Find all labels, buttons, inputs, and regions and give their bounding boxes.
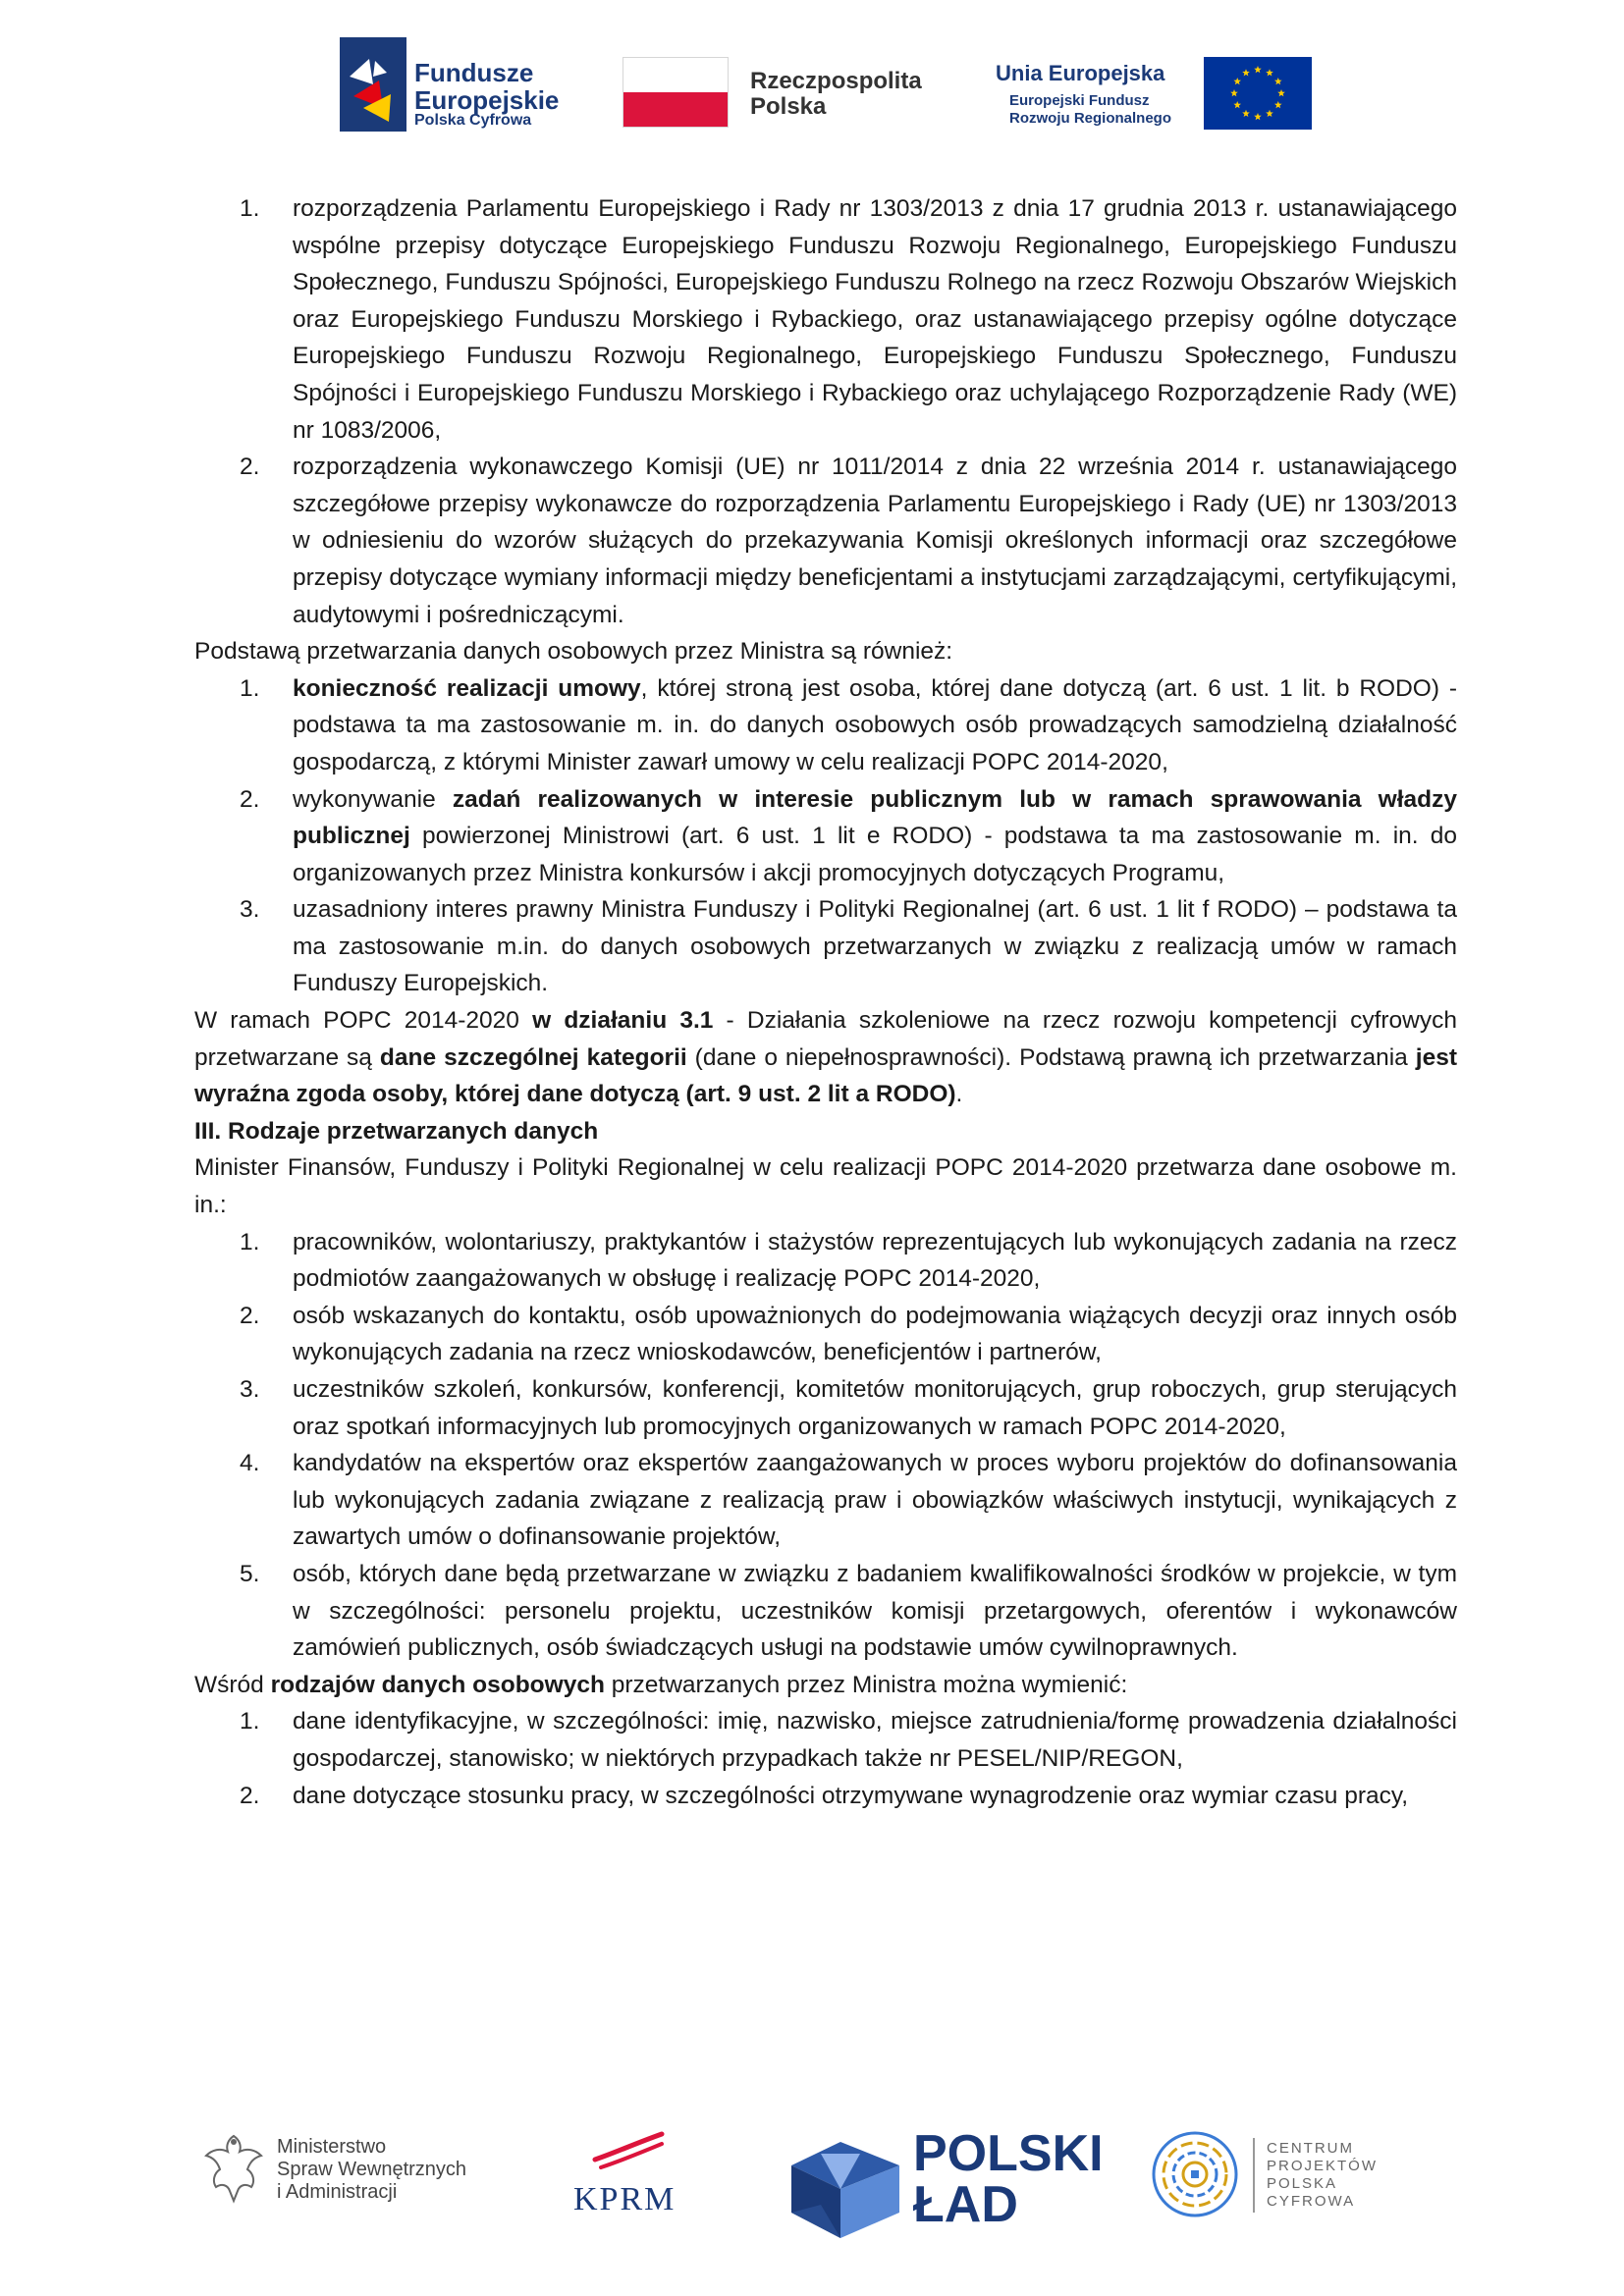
list-item: 1. konieczność realizacji umowy, której stroną jest osoba, której dane dotyczą (art. 6 ust. 1 lit. b RODO) - podstawa ta ma zastosowanie m. in. do danych osobowych osób prowadzących samodzielną działalność gospodarczą, z którymi Minister zawarł umowy w celu realizacji POPC 2014-2020, [240,674,1458,775]
cppc-maze-icon [1151,2130,1239,2218]
footer-logos [0,2110,1624,2258]
eagle-icon [202,2130,265,2205]
polski-lad-text: POLSKI ŁAD [913,2125,1104,2233]
kprm-swash-icon [589,2130,668,2169]
polski-lad-gem-icon [782,2136,909,2244]
mswia-text: Ministerstwo Spraw Wewnętrznych i Administracji [277,2136,467,2203]
paragraph-wsrod: Wśród rodzajów danych osobowych przetwarzanych przez Ministra można wymienić: [194,1671,1128,1698]
polish-flag-icon [623,57,729,128]
document-body [194,190,1457,1814]
list-item: 2. dane dotyczące stosunku pracy, w szczególności otrzymywane wynagrodzenie oraz wymiar czasu pracy, [240,1782,1409,1809]
paragraph-podstawa: Podstawą przetwarzania danych osobowych przez Ministra są również: [194,638,953,666]
list-item: 2. osób wskazanych do kontaktu, osób upoważnionych do podejmowania wiążących decyzji oraz innych osób wykonujących zadania na rzecz wnioskodawców, beneficjentów i partnerów, [240,1302,1457,1366]
regulations-list [194,190,1457,633]
rzeczpospolita-logo [623,57,947,145]
header-logos [0,27,1624,155]
fe-logo-sub: Polska Cyfrowa [414,112,532,129]
section-heading: III. Rodzaje przetwarzanych danych [194,1117,599,1145]
fe-mark-icon [340,37,406,132]
fundusze-europejskie-logo [340,37,575,145]
list-item: 4. kandydatów na ekspertów oraz ekspertów zaangażowanych w proces wyboru projektów do dofinansowania lub wykonujących zadania związane z realizacją praw i obowiązków właściwych instytucji, wynikających z zawartych umów o dofinansowanie projektów, [240,1450,1457,1551]
rp-logo-text: Rzeczpospolita Polska [750,68,922,120]
cppc-text: CENTRUM PROJEKTÓW POLSKA CYFROWA [1267,2140,1379,2210]
mswia-logo [202,2130,497,2238]
list-item: 3. uczestników szkoleń, konkursów, konferencji, komitetów monitorujących, grup roboczych, grup sterujących oraz spotkań informacyjnych lub promocyjnych organizowanych w ramach POPC 2014-2020, [240,1376,1457,1440]
paragraph-minister: Minister Finansów, Funduszy i Polityki Regionalnej w celu realizacji POPC 2014-2020 przetwarza dane osobowe m. in.: [194,1154,1457,1219]
eu-flag-icon [1204,57,1312,130]
data-types-list [194,1703,1457,1814]
fe-logo-title: Fundusze Europejskie [414,58,560,115]
legal-basis-list [194,670,1457,1002]
ue-logo-sub: Europejski Fundusz Rozwoju Regionalnego [1009,92,1171,127]
cppc-separator [1253,2138,1255,2213]
list-item: 1. dane identyfikacyjne, w szczególności: imię, nazwisko, miejsce zatrudnienia/formę prowadzenia działalności gospodarczej, stanowisko; w niektórych przypadkach także nr PESEL/NIP/REGON, [240,1708,1457,1772]
list-item: 1. rozporządzenia Parlamentu Europejskiego i Rady nr 1303/2013 z dnia 17 grudnia 2013 r. ustanawiającego wspólne przepisy dotyczące Europejskiego Funduszu Rozwoju Regionalnego, Europejskiego Funduszu Społecznego, Funduszu Spójności, Europejskiego Funduszu Rolnego na rzecz Rozwoju Obszarów Wiejskich oraz Europejskiego Funduszu Morskiego i Rybackiego, oraz ustanawiającego przepisy ogólne dotyczące Europejskiego Funduszu Rozwoju Regionalnego, Europejskiego Funduszu Społecznego, Funduszu Spójności i Europejskiego Funduszu Morskiego i Rybackiego oraz uchylającego Rozporządzenie Rady (WE) nr 1083/2006, [240,195,1457,444]
kprm-logo [573,2130,691,2238]
data-subjects-list [194,1224,1457,1667]
kprm-text: KPRM [573,2181,677,2217]
list-item: 1. pracowników, wolontariuszy, praktykantów i stażystów reprezentujących lub wykonujących zadania na rzecz podmiotów zaangażowanych w obsługę i realizację POPC 2014-2020, [240,1228,1457,1293]
list-item: 2. rozporządzenia wykonawczego Komisji (UE) nr 1011/2014 z dnia 22 września 2014 r. ustanawiającego szczegółowe przepisy wykonawcze do rozporządzenia Parlamentu Europejskiego i Rady (UE) nr 1303/2013 w odniesieniu do wzorów służących do przekazywania Komisji określonych informacji oraz szczegółowe przepisy dotyczące wymiany informacji między beneficjentami a instytucjami zarządzającymi, certyfikującymi, audytowymi i pośredniczącymi. [240,454,1457,628]
polski-lad-logo [782,2120,1104,2248]
unia-europejska-logo [996,57,1310,155]
paragraph-w-ramach: W ramach POPC 2014-2020 w działaniu 3.1 - Działania szkoleniowe na rzecz rozwoju kompetencji cyfrowych przetwarzane są dane szczególnej kategorii (dane o niepełnosprawności). Podstawą prawną ich przetwarzania jest wyraźna zgoda osoby, której dane dotyczą (art. 9 ust. 2 lit a RODO). [194,1007,1457,1108]
list-item: 3. uzasadniony interes prawny Ministra Funduszy i Polityki Regionalnej (art. 6 ust. 1 lit f RODO) – podstawa ta ma zastosowanie m.in. do danych osobowych przetwarzanych w związku z realizacją umów w ramach Funduszy Europejskich. [240,896,1457,997]
list-item: 5. osób, których dane będą przetwarzane w związku z badaniem kwalifikowalności środków w projekcie, w tym w szczególności: personelu projektu, uczestników komisji przetargowych, oferentów i wykonawców zamówień publicznych, osób świadczących usługi na podstawie umów cywilnoprawnych. [240,1560,1457,1662]
centrum-projektow-logo [1151,2130,1435,2238]
list-item: 2. wykonywanie zadań realizowanych w interesie publicznym lub w ramach sprawowania władzy publicznej powierzonej Ministrowi (art. 6 ust. 1 lit e RODO) - podstawa ta ma zastosowanie m. in. do organizowanych przez Ministra konkursów i akcji promocyjnych dotyczących Programu, [240,785,1457,886]
ue-logo-title: Unia Europejska [996,61,1165,85]
